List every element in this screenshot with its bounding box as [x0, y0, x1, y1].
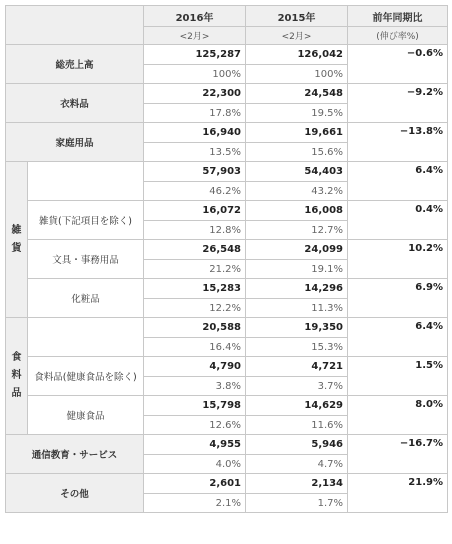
sales-table-container	[5, 5, 447, 540]
value-2015: 24,548	[246, 84, 348, 104]
category-label: 総売上高	[6, 45, 144, 84]
share-2016: 17.8%	[144, 104, 246, 123]
share-2016: 3.8%	[144, 377, 246, 396]
category-label: その他	[6, 474, 144, 513]
share-2015: 4.7%	[246, 455, 348, 474]
group-char: 貨	[11, 242, 22, 254]
header-2015: 2015年	[246, 6, 348, 27]
value-2015: 19,350	[246, 318, 348, 338]
share-2016: 12.2%	[144, 299, 246, 318]
subcategory-label	[28, 318, 144, 357]
share-2015: 19.5%	[246, 104, 348, 123]
row-other	[6, 474, 448, 494]
share-2016: 12.6%	[144, 416, 246, 435]
value-2016: 22,300	[144, 84, 246, 104]
row-misc-total	[6, 162, 448, 182]
share-2015: 19.1%	[246, 260, 348, 279]
yoy-value: −9.2%	[348, 84, 448, 123]
value-2015: 24,099	[246, 240, 348, 260]
value-2016: 125,287	[144, 45, 246, 65]
value-2015: 2,134	[246, 474, 348, 494]
value-2015: 5,946	[246, 435, 348, 455]
share-2015: 15.3%	[246, 338, 348, 357]
row-food-general	[6, 357, 448, 377]
yoy-value: 10.2%	[348, 240, 448, 279]
yoy-value: 1.5%	[348, 357, 448, 396]
value-2015: 16,008	[246, 201, 348, 221]
yoy-value: 8.0%	[348, 396, 448, 435]
yoy-value: 6.4%	[348, 318, 448, 357]
share-2016: 2.1%	[144, 494, 246, 513]
share-2016: 13.5%	[144, 143, 246, 162]
subcategory-label: 食料品(健康食品を除く)	[28, 357, 144, 396]
value-2016: 2,601	[144, 474, 246, 494]
share-2015: 3.7%	[246, 377, 348, 396]
subcategory-label: 健康食品	[28, 396, 144, 435]
header-2016: 2016年	[144, 6, 246, 27]
value-2016: 4,790	[144, 357, 246, 377]
value-2015: 14,629	[246, 396, 348, 416]
yoy-value: −13.8%	[348, 123, 448, 162]
row-total	[6, 45, 448, 65]
row-home	[6, 123, 448, 143]
row-food-health	[6, 396, 448, 416]
share-2016: 21.2%	[144, 260, 246, 279]
share-2015: 43.2%	[246, 182, 348, 201]
header-yoy-unit: (伸び率%)	[348, 27, 448, 45]
subcategory-label	[28, 162, 144, 201]
category-label: 通信教育・サービス	[6, 435, 144, 474]
value-2016: 16,940	[144, 123, 246, 143]
subcategory-label: 文具・事務用品	[28, 240, 144, 279]
value-2016: 26,548	[144, 240, 246, 260]
yoy-value: 21.9%	[348, 474, 448, 513]
value-2015: 14,296	[246, 279, 348, 299]
row-misc-cosmetics	[6, 279, 448, 299]
group-char: 品	[11, 388, 22, 399]
group-char: 料	[11, 370, 22, 381]
row-misc-stationery	[6, 240, 448, 260]
value-2015: 19,661	[246, 123, 348, 143]
group-label-food	[6, 318, 28, 435]
yoy-value: −16.7%	[348, 435, 448, 474]
value-2016: 20,588	[144, 318, 246, 338]
row-food-total	[6, 318, 448, 338]
yoy-value: 0.4%	[348, 201, 448, 240]
header-corner	[6, 6, 144, 45]
value-2016: 16,072	[144, 201, 246, 221]
category-label: 衣料品	[6, 84, 144, 123]
yoy-value: −0.6%	[348, 45, 448, 84]
yoy-value: 6.9%	[348, 279, 448, 318]
share-2016: 12.8%	[144, 221, 246, 240]
value-2015: 126,042	[246, 45, 348, 65]
share-2015: 11.3%	[246, 299, 348, 318]
subcategory-label: 雑貨(下記項目を除く)	[28, 201, 144, 240]
category-label: 家庭用品	[6, 123, 144, 162]
header-2016-month: <2月>	[144, 27, 246, 45]
share-2016: 100%	[144, 65, 246, 84]
header-yoy: 前年同期比	[348, 6, 448, 27]
value-2015: 54,403	[246, 162, 348, 182]
row-education	[6, 435, 448, 455]
share-2015: 100%	[246, 65, 348, 84]
group-label-misc	[6, 162, 28, 318]
share-2015: 1.7%	[246, 494, 348, 513]
share-2015: 15.6%	[246, 143, 348, 162]
row-apparel	[6, 84, 448, 104]
row-misc-goods	[6, 201, 448, 221]
share-2016: 46.2%	[144, 182, 246, 201]
sales-table	[5, 5, 448, 513]
group-char: 雑	[11, 224, 22, 236]
value-2015: 4,721	[246, 357, 348, 377]
share-2016: 4.0%	[144, 455, 246, 474]
value-2016: 57,903	[144, 162, 246, 182]
group-char: 食	[11, 352, 22, 363]
value-2016: 15,798	[144, 396, 246, 416]
share-2015: 11.6%	[246, 416, 348, 435]
header-row	[6, 6, 448, 27]
share-2015: 12.7%	[246, 221, 348, 240]
header-2015-month: <2月>	[246, 27, 348, 45]
share-2016: 16.4%	[144, 338, 246, 357]
yoy-value: 6.4%	[348, 162, 448, 201]
value-2016: 15,283	[144, 279, 246, 299]
value-2016: 4,955	[144, 435, 246, 455]
subcategory-label: 化粧品	[28, 279, 144, 318]
